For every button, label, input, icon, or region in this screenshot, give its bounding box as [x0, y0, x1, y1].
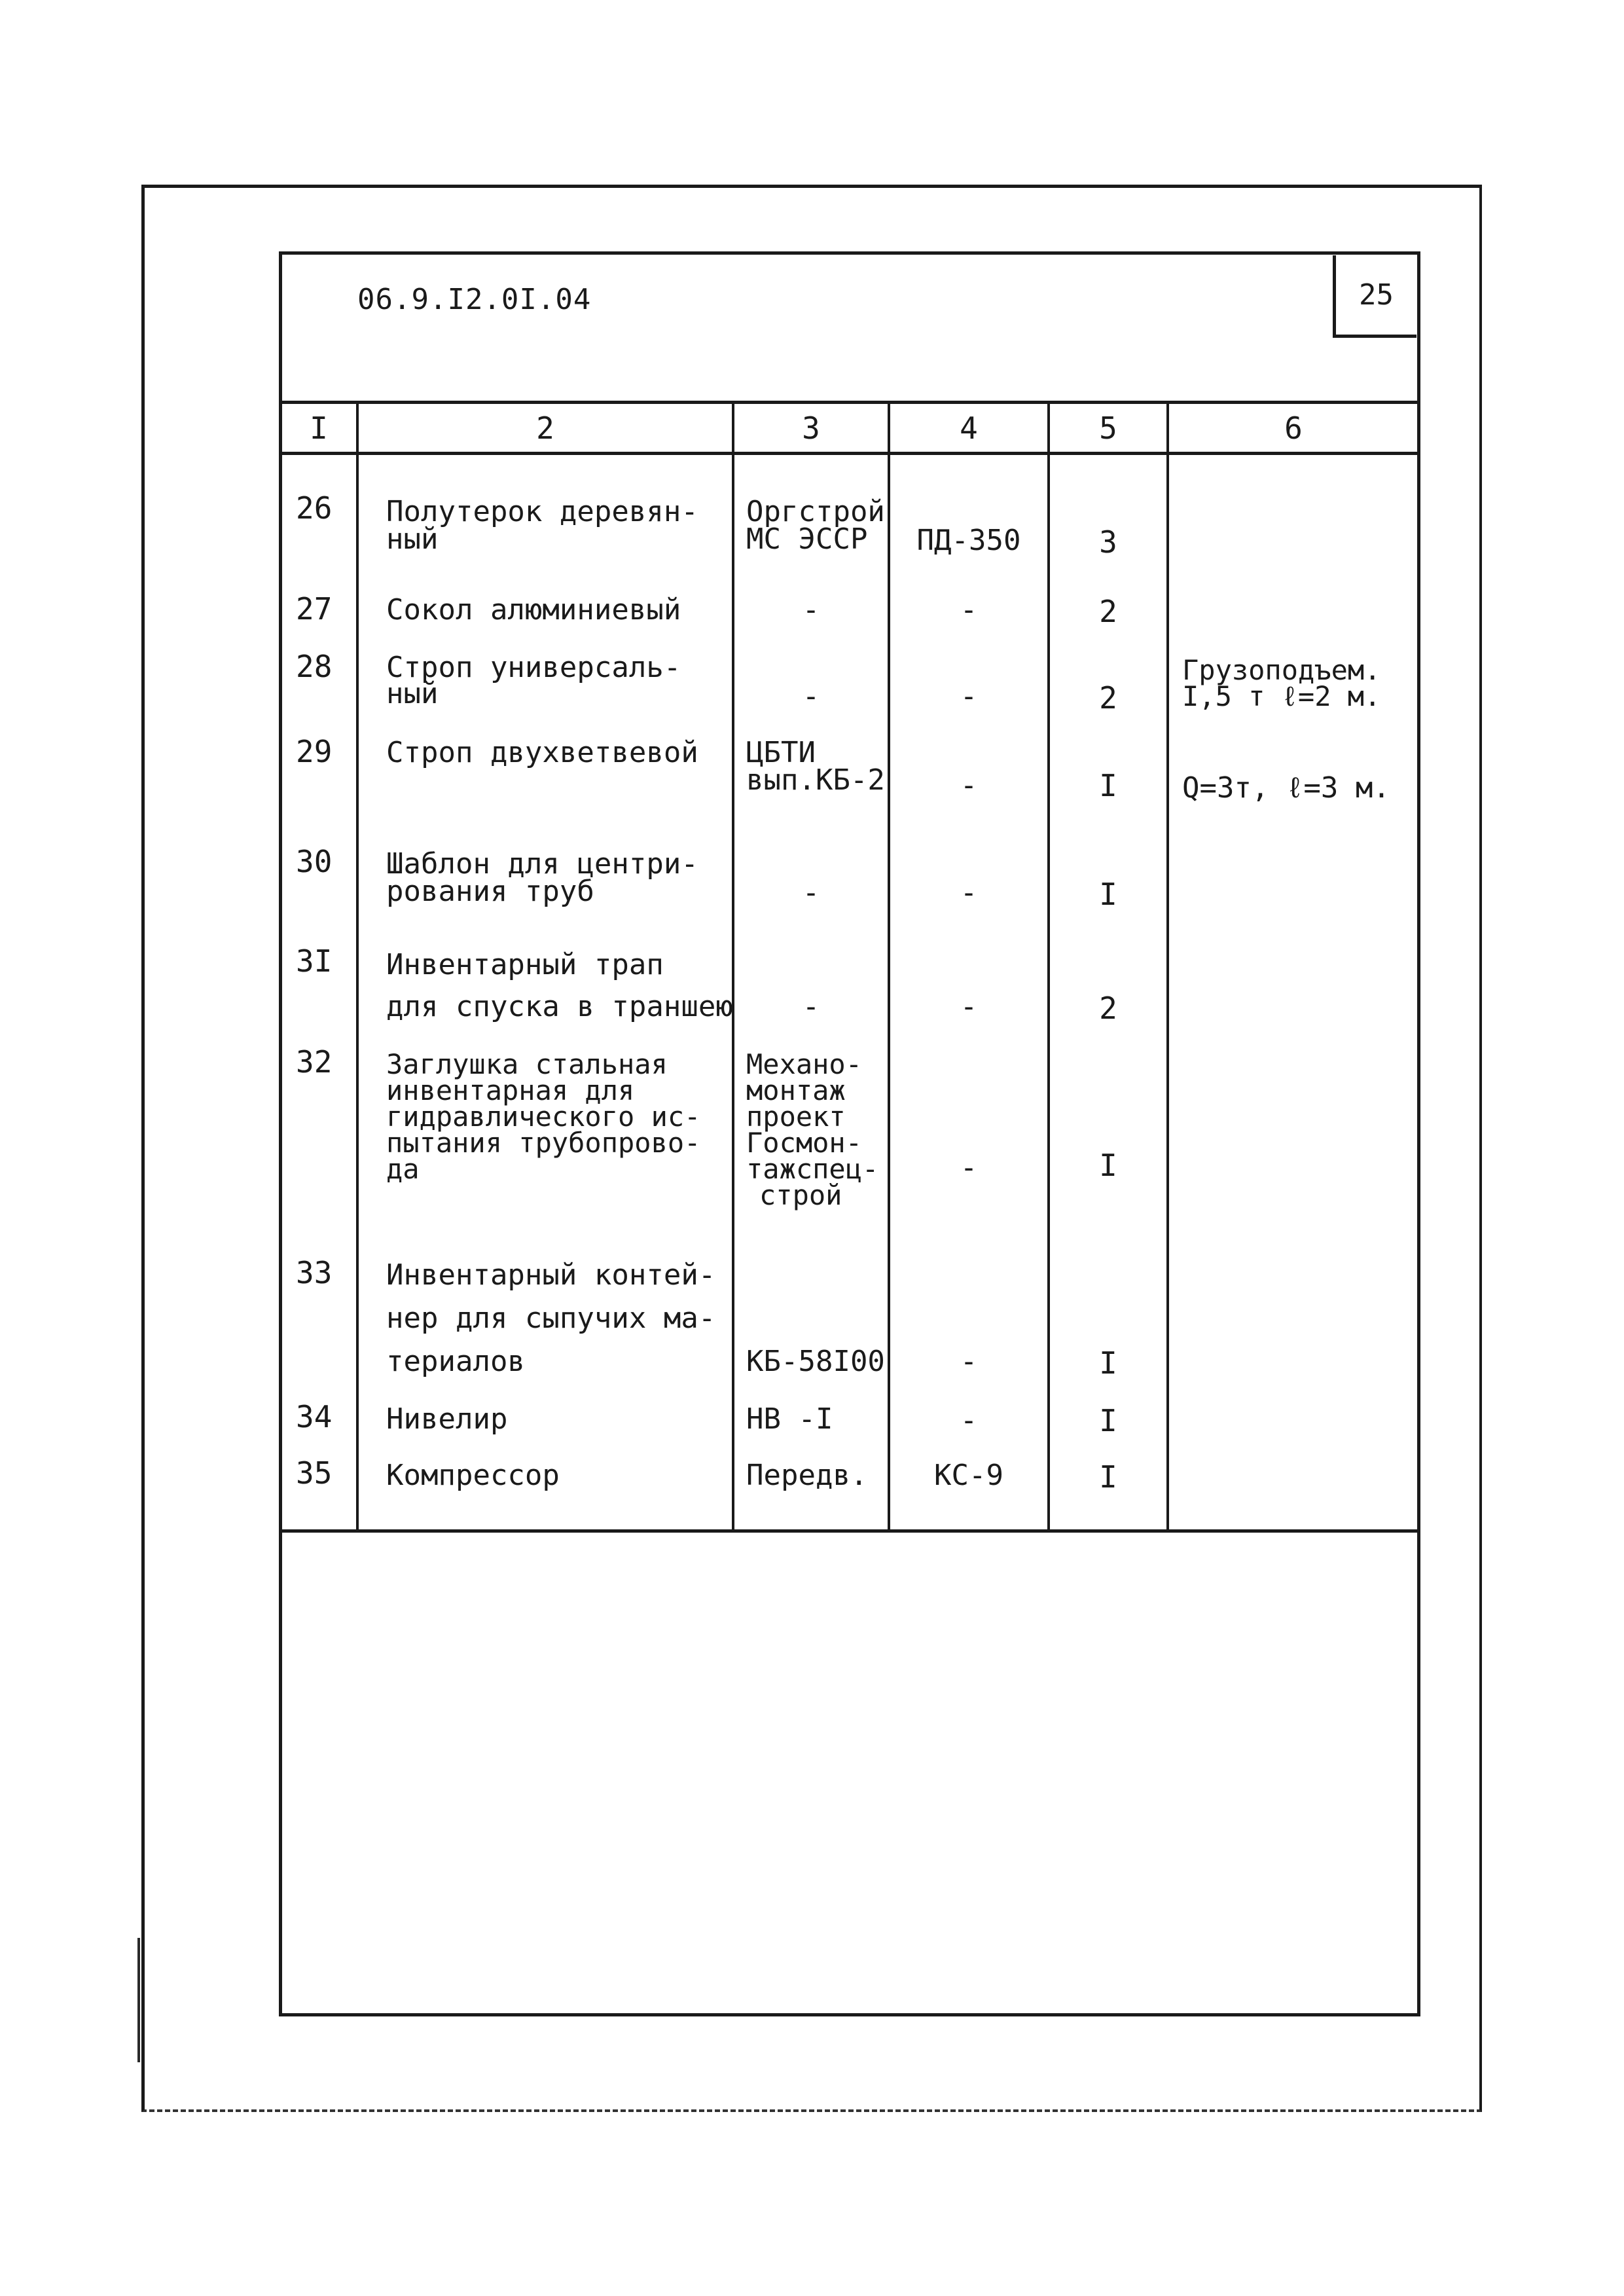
item-name: пытания трубопрово- [386, 1127, 701, 1159]
item-name: инвентарная для [386, 1074, 635, 1106]
item-type: - [960, 1345, 978, 1378]
row-number: 35 [296, 1455, 333, 1491]
item-name: Полутерок деревян- [386, 495, 698, 528]
item-qty: I [1099, 1148, 1117, 1183]
item-source: - [802, 876, 820, 909]
item-note: Грузоподъем. [1182, 654, 1381, 686]
item-qty: 2 [1099, 991, 1117, 1026]
item-source: КБ-58I00 [746, 1345, 885, 1378]
item-qty: I [1099, 768, 1117, 803]
item-name: нер для сыпучих ма- [386, 1302, 716, 1335]
row-number: 32 [296, 1044, 333, 1080]
item-source: - [802, 593, 820, 627]
item-qty: I [1099, 1459, 1117, 1495]
item-source: Механо- [746, 1048, 863, 1080]
column-header-6: 6 [1284, 410, 1303, 446]
item-name: Шаблон для центри- [386, 847, 698, 881]
item-source: строй [759, 1179, 842, 1211]
item-name: териалов [386, 1345, 525, 1378]
item-qty: I [1099, 1403, 1117, 1438]
item-type: - [960, 593, 978, 627]
row-number: 30 [296, 844, 333, 879]
item-source: Госмон- [746, 1127, 863, 1159]
document-code: 06.9.I2.0I.04 [357, 283, 592, 316]
column-header-4: 4 [960, 410, 978, 446]
column-header-3: 3 [802, 410, 820, 446]
item-name: ный [386, 677, 439, 710]
item-name: да [386, 1153, 420, 1185]
item-note: Q=3т, ℓ=3 м. [1182, 771, 1390, 805]
column-header-2: 2 [536, 410, 554, 446]
item-type: - [960, 769, 978, 802]
item-name: Компрессор [386, 1459, 560, 1492]
row-number: 3I [296, 943, 333, 979]
item-qty: 3 [1099, 524, 1117, 560]
column-divider-1 [356, 401, 359, 1531]
column-divider-2 [732, 401, 734, 1531]
item-qty: 2 [1099, 680, 1117, 716]
item-name: Нивелир [386, 1402, 508, 1436]
item-type: - [960, 876, 978, 909]
item-type: ПД-350 [916, 524, 1021, 557]
row-number: 29 [296, 734, 333, 769]
column-header-5: 5 [1099, 410, 1117, 446]
item-source: - [802, 990, 820, 1023]
item-source: ЦБТИ [746, 736, 816, 769]
item-qty: 2 [1099, 594, 1117, 629]
item-name: Инвентарный контей- [386, 1258, 716, 1292]
item-name: Заглушка стальная [386, 1048, 668, 1080]
page-number: 25 [1333, 255, 1416, 338]
item-source: НВ -I [746, 1402, 833, 1436]
item-source: монтаж [746, 1074, 846, 1106]
table-bottom-rule [279, 1529, 1420, 1533]
item-source: проект [746, 1101, 846, 1133]
header-bottom-rule [279, 452, 1420, 455]
item-qty: I [1099, 877, 1117, 912]
margin-mark [137, 1938, 140, 2062]
item-qty: I [1099, 1345, 1117, 1381]
item-source: тажспец- [746, 1153, 879, 1185]
item-type: - [960, 1404, 978, 1437]
item-name: Сокол алюминиевый [386, 593, 681, 627]
item-name: Строп универсаль- [386, 651, 681, 684]
item-type: КС-9 [934, 1459, 1003, 1492]
item-type: - [960, 1151, 978, 1184]
item-name: Инвентарный трап [386, 948, 664, 981]
row-number: 33 [296, 1255, 333, 1290]
item-name: гидравлического ис- [386, 1101, 701, 1133]
row-number: 28 [296, 649, 333, 684]
row-number: 26 [296, 490, 333, 526]
item-note: I,5 т ℓ=2 м. [1182, 680, 1381, 712]
item-source: Передв. [746, 1459, 868, 1492]
row-number: 34 [296, 1399, 333, 1434]
item-name: ный [386, 522, 439, 556]
item-source: Оргстрой [746, 495, 885, 528]
item-source: - [802, 680, 820, 713]
item-name: для спуска в траншею [386, 990, 733, 1023]
item-type: - [960, 680, 978, 713]
column-header-1: I [310, 410, 328, 446]
item-type: - [960, 990, 978, 1023]
item-name: рования труб [386, 875, 594, 908]
item-source: вып.КБ-2 [746, 763, 885, 797]
item-name: Строп двухветвевой [386, 736, 698, 769]
table-top-rule [279, 401, 1420, 404]
row-number: 27 [296, 591, 333, 627]
column-divider-5 [1166, 401, 1169, 1531]
item-source: МС ЭССР [746, 522, 868, 556]
